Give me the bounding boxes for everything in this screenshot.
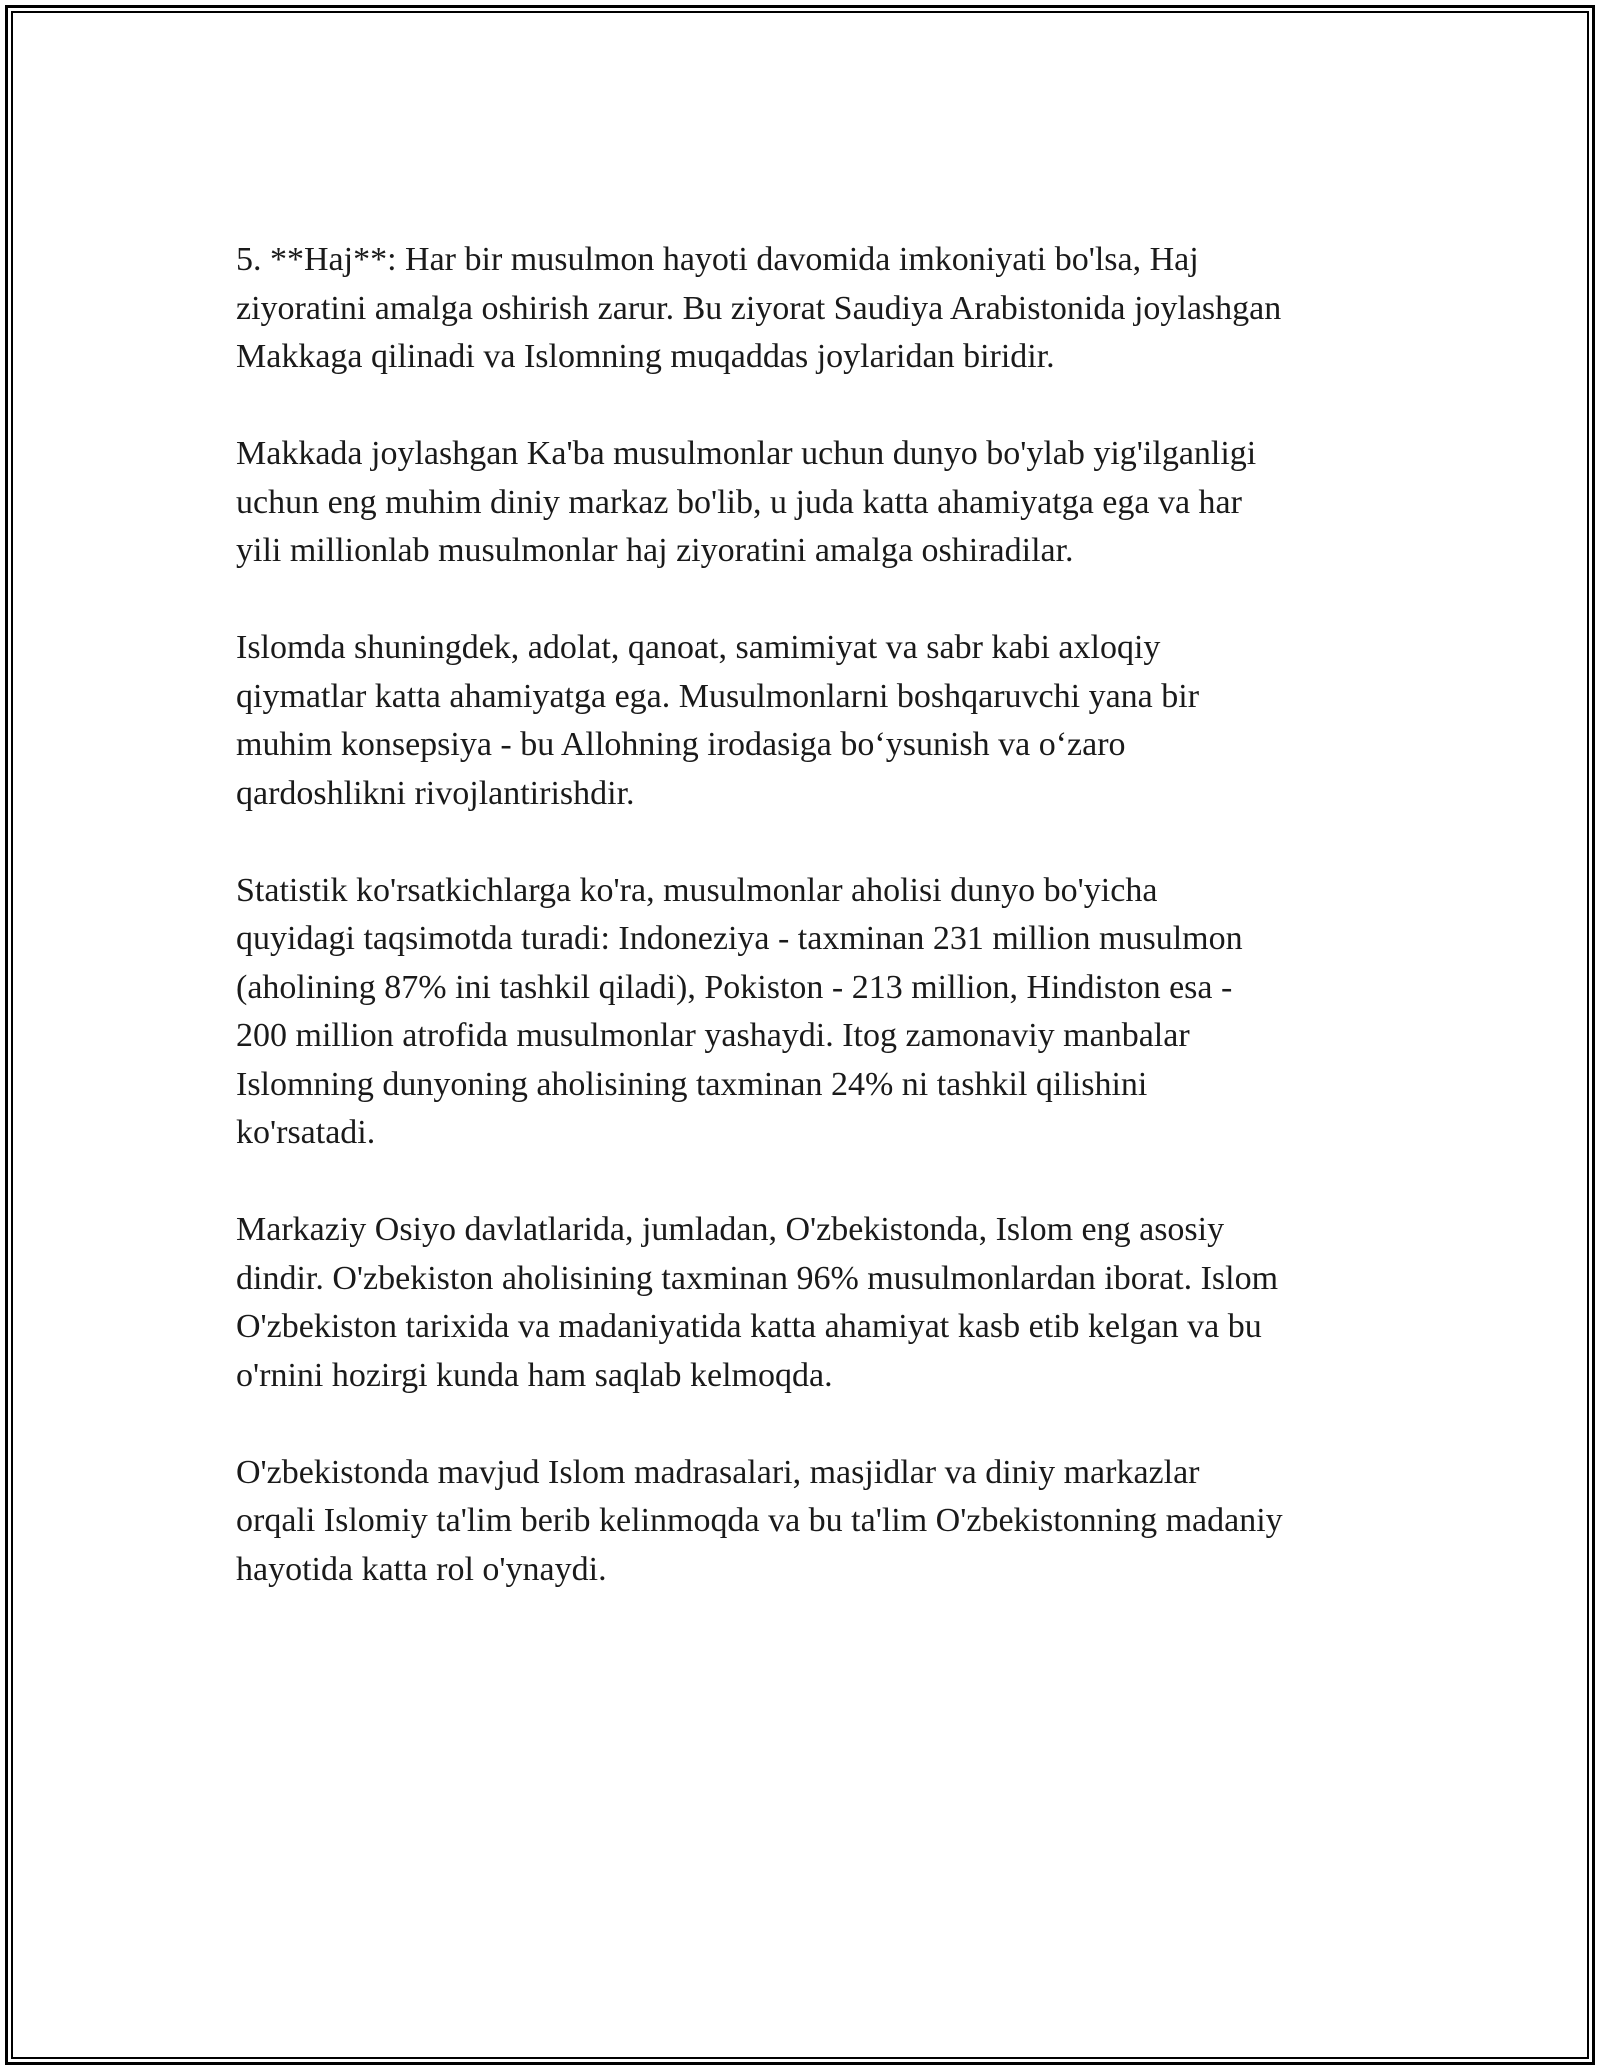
paragraph-education [236, 1449, 1386, 1595]
text-line: 5. **Haj**: Har bir musulmon hayoti davomida imkoniyati bo'lsa, Haj [236, 241, 1199, 278]
text-line: 200 million atrofida musulmonlar yashaydi. Itog zamonaviy manbalar [236, 1017, 1190, 1054]
text-line: ko'rsatadi. [236, 1114, 376, 1151]
text-line: ziyoratini amalga oshirish zarur. Bu ziyorat Saudiya Arabistonida joylashgan [236, 289, 1282, 327]
text-line: qiymatlar katta ahamiyatga ega. Musulmonlarni boshqaruvchi yana bir [236, 677, 1200, 715]
text-line: Islomning dunyoning aholisining taxminan 24% ni tashkil qilishini [236, 1065, 1148, 1103]
paragraph-hajj [236, 236, 1386, 382]
text-line: yili millionlab musulmonlar haj ziyoratini amalga oshiradilar. [236, 532, 1074, 569]
text-line: Markaziy Osiyo davlatlarida, jumladan, O'zbekistonda, Islom eng asosiy [236, 1211, 1225, 1248]
text-line: Islomda shuningdek, adolat, qanoat, samimiyat va sabr kabi axloqiy [236, 629, 1161, 666]
text-line: O'zbekistonda mavjud Islom madrasalari, masjidlar va diniy markazlar [236, 1453, 1200, 1491]
text-line: hayotida katta rol o'ynaydi. [236, 1550, 607, 1588]
text-line: O'zbekiston tarixida va madaniyatida katta ahamiyat kasb etib kelgan va bu [236, 1308, 1262, 1345]
text-line: Statistik ko'rsatkichlarga ko'ra, musulmonlar aholisi dunyo bo'yicha [236, 871, 1158, 909]
text-line: dindir. O'zbekiston aholisining taxminan 96% musulmonlardan iborat. Islom [236, 1259, 1279, 1297]
text-line: o'rnini hozirgi kunda ham saqlab kelmoqda. [236, 1356, 833, 1394]
text-line: Makkaga qilinadi va Islomning muqaddas joylaridan biridir. [236, 338, 1055, 375]
paragraph-values [236, 624, 1386, 818]
paragraph-statistics [236, 867, 1386, 1158]
text-line: uchun eng muhim diniy markaz bo'lib, u juda katta ahamiyatga ega va har [236, 483, 1242, 521]
text-line: qardoshlikni rivojlantirishdir. [236, 774, 635, 812]
paragraph-central-asia [236, 1206, 1386, 1400]
text-line: Makkada joylashgan Ka'ba musulmonlar uchun dunyo bo'ylab yig'ilganligi [236, 435, 1257, 472]
document-body [236, 236, 1386, 1643]
text-line: (aholining 87% ini tashkil qiladi), Pokiston - 213 million, Hindiston esa - [236, 968, 1233, 1006]
text-line: quyidagi taqsimotda turadi: Indoneziya - taxminan 231 million musulmon [236, 920, 1243, 957]
text-line: muhim konsepsiya - bu Allohning irodasiga bo‘ysunish va o‘zaro [236, 726, 1126, 763]
text-line: orqali Islomiy ta'lim berib kelinmoqda va bu ta'lim O'zbekistonning madaniy [236, 1502, 1283, 1539]
paragraph-kaaba [236, 430, 1386, 576]
